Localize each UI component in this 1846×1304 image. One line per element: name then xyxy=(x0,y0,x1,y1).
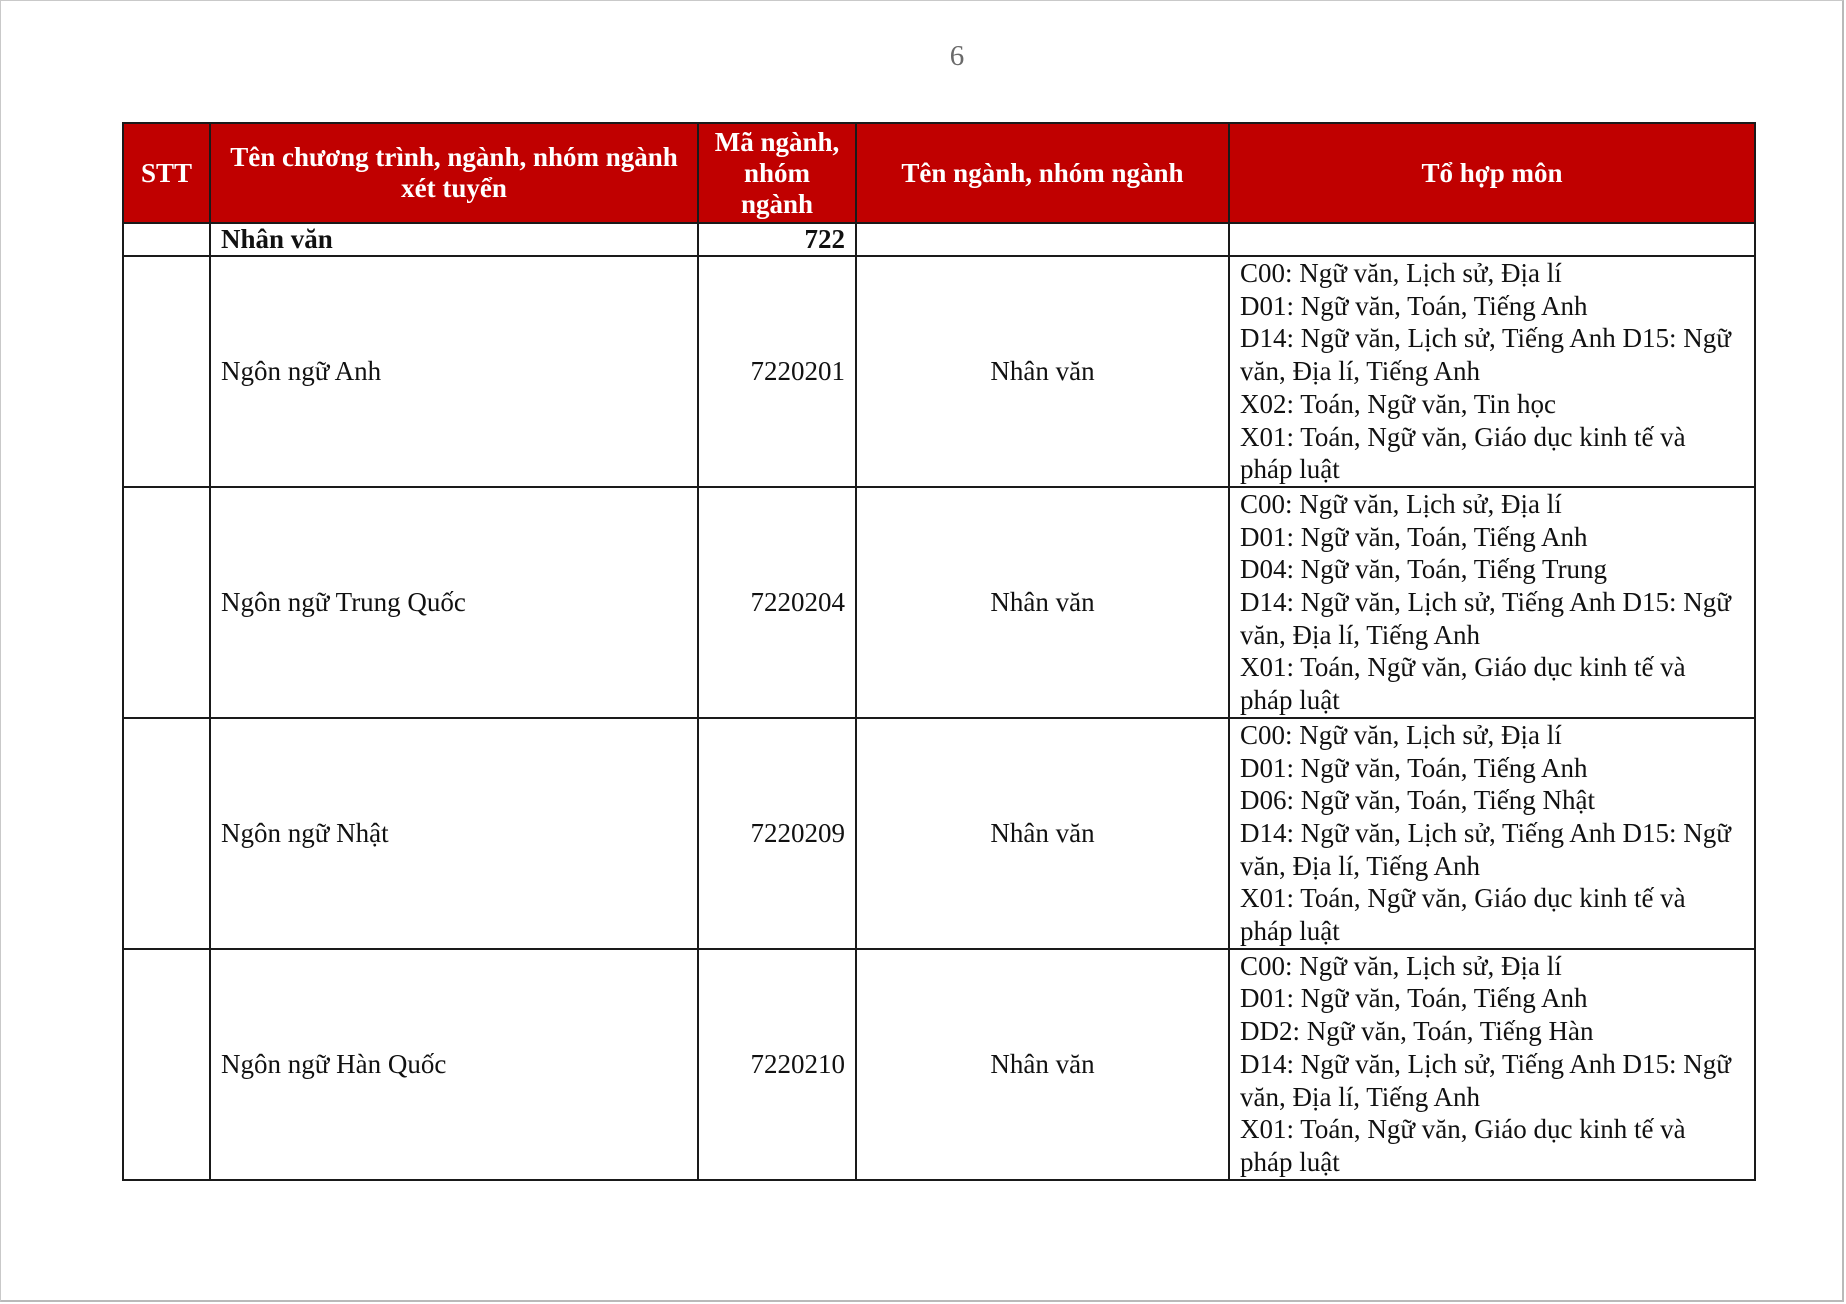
row-group: Nhân văn xyxy=(856,718,1229,949)
combo-line: D01: Ngữ văn, Toán, Tiếng Anh xyxy=(1240,752,1588,783)
group-program: Nhân văn xyxy=(210,223,698,256)
group-code: 722 xyxy=(698,223,856,256)
row-program: Ngôn ngữ Nhật xyxy=(210,718,698,949)
table-row xyxy=(123,949,1755,1180)
combo-line: X02: Toán, Ngữ văn, Tin học xyxy=(1240,388,1557,419)
row-combos xyxy=(1229,256,1755,487)
combo-line: X01: Toán, Ngữ văn, Giáo dục kinh tế và pháp luật xyxy=(1240,652,1686,716)
row-program: Ngôn ngữ Trung Quốc xyxy=(210,487,698,718)
combo-line: D14: Ngữ văn, Lịch sử, Tiếng Anh D15: Ngữ văn, Địa lí, Tiếng Anh xyxy=(1240,323,1731,387)
row-program: Ngôn ngữ Anh xyxy=(210,256,698,487)
combo-line: X01: Toán, Ngữ văn, Giáo dục kinh tế và pháp luật xyxy=(1240,883,1686,947)
combo-line: X01: Toán, Ngữ văn, Giáo dục kinh tế và pháp luật xyxy=(1240,1114,1686,1177)
combo-line: C00: Ngữ văn, Lịch sử, Địa lí xyxy=(1240,950,1562,981)
combo-line: X01: Toán, Ngữ văn, Giáo dục kinh tế và pháp luật xyxy=(1240,421,1686,485)
group-stt xyxy=(123,223,210,256)
header-program: Tên chương trình, ngành, nhóm ngành xét tuyển xyxy=(210,123,698,223)
page-number: 6 xyxy=(949,40,965,72)
row-group: Nhân văn xyxy=(856,949,1229,1180)
combo-line: C00: Ngữ văn, Lịch sử, Địa lí xyxy=(1240,258,1562,288)
table-header-row xyxy=(123,123,1755,223)
row-combos xyxy=(1229,718,1755,949)
combo-line: D14: Ngữ văn, Lịch sử, Tiếng Anh D15: Ngữ văn, Địa lí, Tiếng Anh xyxy=(1240,1048,1731,1112)
combo-line: D01: Ngữ văn, Toán, Tiếng Anh xyxy=(1240,983,1588,1014)
combo-line: D06: Ngữ văn, Toán, Tiếng Nhật xyxy=(1240,785,1595,816)
header-stt: STT xyxy=(123,123,210,223)
header-group: Tên ngành, nhóm ngành xyxy=(856,123,1229,223)
group-name xyxy=(856,223,1229,256)
header-code: Mã ngành, nhóm ngành xyxy=(698,123,856,223)
combo-line: DD2: Ngữ văn, Toán, Tiếng Hàn xyxy=(1240,1016,1594,1047)
row-combos xyxy=(1229,949,1755,1180)
row-stt xyxy=(123,487,210,718)
row-group: Nhân văn xyxy=(856,256,1229,487)
table-row xyxy=(123,256,1755,487)
row-stt xyxy=(123,949,210,1180)
combo-line: C00: Ngữ văn, Lịch sử, Địa lí xyxy=(1240,488,1562,519)
table-row xyxy=(123,487,1755,718)
combo-line: D01: Ngữ văn, Toán, Tiếng Anh xyxy=(1240,290,1588,321)
row-program: Ngôn ngữ Hàn Quốc xyxy=(210,949,698,1180)
header-combos: Tổ hợp môn xyxy=(1229,123,1755,223)
row-code: 7220210 xyxy=(698,949,856,1180)
combo-line: D14: Ngữ văn, Lịch sử, Tiếng Anh D15: Ngữ văn, Địa lí, Tiếng Anh xyxy=(1240,817,1731,881)
row-code: 7220209 xyxy=(698,718,856,949)
combo-line: D04: Ngữ văn, Toán, Tiếng Trung xyxy=(1240,554,1608,585)
admission-table xyxy=(122,122,1756,1181)
combo-line: D01: Ngữ văn, Toán, Tiếng Anh xyxy=(1240,521,1588,552)
row-group: Nhân văn xyxy=(856,487,1229,718)
group-combos xyxy=(1229,223,1755,256)
table-row xyxy=(123,718,1755,949)
row-code: 7220201 xyxy=(698,256,856,487)
row-stt xyxy=(123,718,210,949)
row-stt xyxy=(123,256,210,487)
group-row xyxy=(123,223,1755,256)
row-code: 7220204 xyxy=(698,487,856,718)
row-combos xyxy=(1229,487,1755,718)
combo-line: C00: Ngữ văn, Lịch sử, Địa lí xyxy=(1240,719,1562,750)
combo-line: D14: Ngữ văn, Lịch sử, Tiếng Anh D15: Ngữ văn, Địa lí, Tiếng Anh xyxy=(1240,587,1731,650)
